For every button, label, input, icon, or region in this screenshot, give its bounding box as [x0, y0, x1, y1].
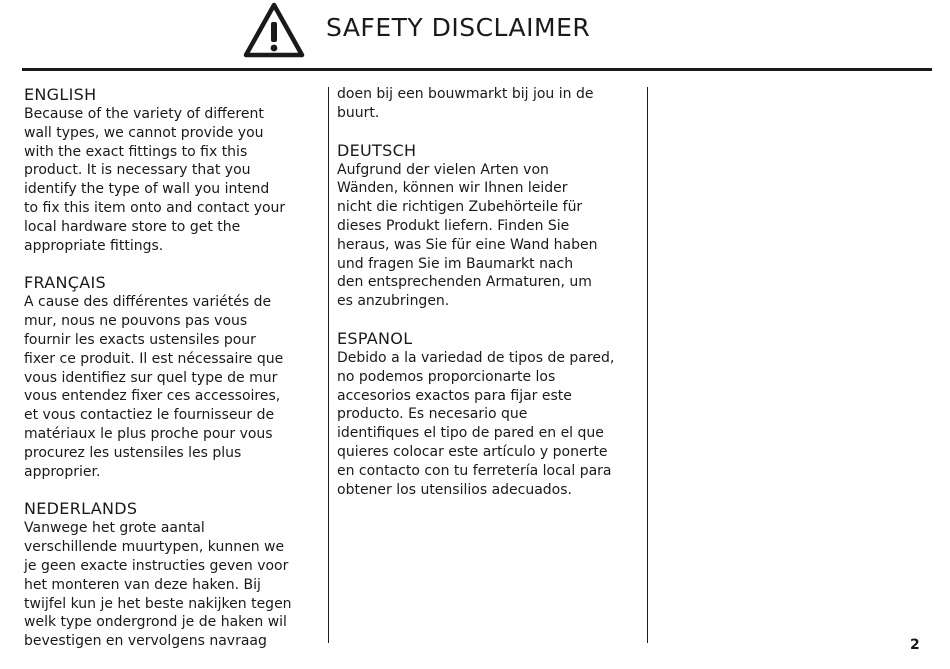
disclaimer-line: Wänden, können wir Ihnen leider [337, 180, 568, 197]
language-section [337, 85, 647, 123]
disclaimer-line: Aufgrund der vielen Arten von [337, 161, 549, 178]
disclaimer-line: A cause des différentes variétés de [24, 294, 272, 311]
disclaimer-line: appropriate fittings. [24, 237, 164, 254]
disclaimer-line: und fragen Sie im Baumarkt nach [337, 255, 574, 272]
disclaimer-line: et vous contactiez le fournisseur de [24, 407, 275, 424]
disclaimer-line: local hardware store to get the [24, 218, 241, 235]
disclaimer-line: quieres colocar este artículo y ponerte [337, 443, 608, 460]
language-section [337, 141, 647, 311]
disclaimer-line: matériaux le plus proche pour vous [24, 425, 273, 442]
disclaimer-line: twijfel kun je het beste nakijken tegen [24, 595, 292, 612]
disclaimer-line: buurt. [337, 104, 380, 121]
disclaimer-line: with the exact fittings to fix this [24, 143, 248, 160]
language-heading: FRANÇAIS [24, 273, 106, 293]
disclaimer-line: Debido a la variedad de tipos de pared, [337, 349, 615, 366]
disclaimer-line: mur, nous ne pouvons pas vous [24, 313, 248, 330]
disclaimer-line: fixer ce produit. Il est nécessaire que [24, 350, 284, 367]
disclaimer-line: Because of the variety of different [24, 106, 264, 122]
disclaimer-line: identify the type of wall you intend [24, 181, 270, 198]
disclaimer-line: het monteren van deze haken. Bij [24, 576, 261, 593]
language-section [24, 499, 329, 651]
disclaimer-line: procurez les ustensiles les plus [24, 444, 242, 461]
disclaimer-line: accesorios exactos para fijar este [337, 387, 572, 404]
disclaimer-line: je geen exacte instructies geven voor [24, 557, 289, 574]
language-section [24, 273, 329, 481]
column-1 [24, 85, 329, 669]
column-divider-right [647, 87, 648, 643]
header [242, 0, 591, 60]
warning-triangle-icon [242, 1, 306, 59]
header-rule [22, 68, 932, 71]
disclaimer-line: obtener los utensilios adecuados. [337, 481, 572, 498]
column-2 [337, 85, 647, 517]
language-heading: DEUTSCH [337, 140, 417, 160]
disclaimer-line: den entsprechenden Armaturen, um [337, 274, 592, 291]
disclaimer-line: vous identifiez sur quel type de mur [24, 369, 278, 386]
disclaimer-line: producto. Es necesario que [337, 406, 528, 423]
disclaimer-line: bevestigen en vervolgens navraag [24, 633, 267, 650]
page-number: 2 [910, 637, 920, 653]
disclaimer-line: en contacto con tu ferretería local para [337, 462, 612, 479]
disclaimer-line: Vanwege het grote aantal [24, 520, 205, 537]
page-title: SAFETY DISCLAIMER [326, 13, 591, 42]
disclaimer-line: doen bij een bouwmarkt bij jou in de [337, 86, 594, 102]
disclaimer-line: fournir les exacts ustensiles pour [24, 331, 256, 348]
disclaimer-line: identifiques el tipo de pared en el que [337, 425, 604, 442]
disclaimer-line: vous entendez fixer ces accessoires, [24, 388, 281, 405]
disclaimer-line: es anzubringen. [337, 293, 450, 310]
disclaimer-line: wall types, we cannot provide you [24, 124, 264, 141]
disclaimer-line: to fix this item onto and contact your [24, 199, 286, 216]
disclaimer-line: heraus, was Sie für eine Wand haben [337, 236, 598, 253]
language-section [337, 329, 647, 499]
disclaimer-line: nicht die richtigen Zubehörteile für [337, 199, 583, 216]
disclaimer-line: verschillende muurtypen, kunnen we [24, 539, 285, 556]
language-section [24, 85, 329, 255]
disclaimer-line: no podemos proporcionarte los [337, 368, 556, 385]
disclaimer-line: approprier. [24, 463, 101, 480]
language-heading: NEDERLANDS [24, 499, 138, 519]
disclaimer-line: dieses Produkt liefern. Finden Sie [337, 217, 570, 234]
disclaimer-line: welk type ondergrond je de haken wil [24, 614, 287, 631]
language-heading: ESPANOL [337, 328, 413, 348]
disclaimer-line: product. It is necessary that you [24, 162, 251, 179]
language-heading: ENGLISH [24, 85, 97, 104]
